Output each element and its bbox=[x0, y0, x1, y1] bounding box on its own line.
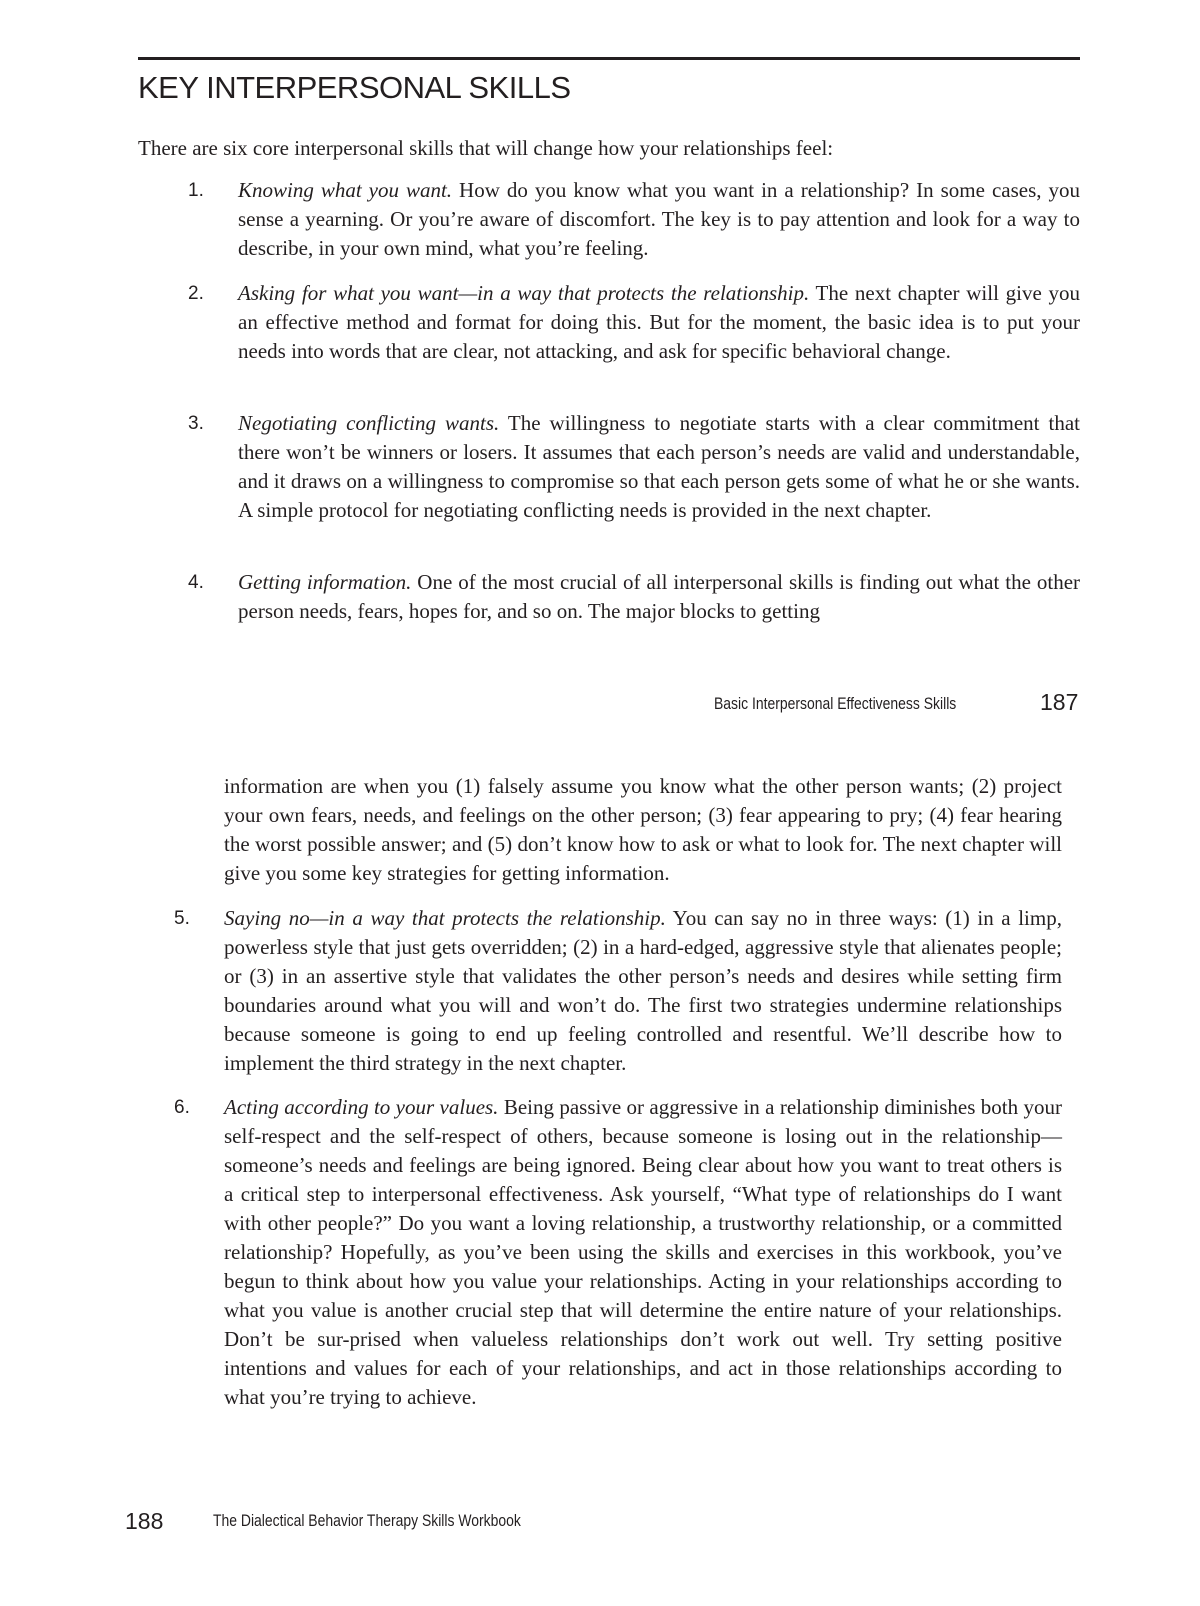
heading-rule bbox=[138, 57, 1080, 60]
item-lead: Negotiating conflicting wants. bbox=[238, 411, 500, 435]
list-item bbox=[224, 904, 1062, 1078]
item-text: The willingness to negotiate starts with a clear commitment that there won’t be winners or losers. It assumes that each person’s needs are valid and understandable, and it draws on a willingness to compromise so that each person gets some of what he or she wants. A simple protocol for negotiating conflicting needs is provided in the next chapter. bbox=[238, 411, 1080, 522]
list-item bbox=[238, 568, 1080, 626]
running-head: Basic Interpersonal Effectiveness Skills bbox=[714, 694, 957, 713]
item-text: The next chapter will give you an effective method and format for doing this. But for the moment, the basic idea is to put your needs into words that are clear, not attacking, and ask for specific behavioral change. bbox=[238, 281, 1080, 363]
item-text: You can say no in three ways: (1) in a limp, powerless style that just gets overridden; (2) in a hard-edged, aggressive style that alienates people; or (3) in an assertive style that validates the other person’s needs and desires while setting firm boundaries around what you will and won’t do. The first two strategies undermine relationships because someone is going to end up feeling controlled and resentful. We’ll describe how to implement the third strategy in the next chapter. bbox=[224, 906, 1062, 1075]
item-text: How do you know what you want in a relationship? In some cases, you sense a yearning. Or you’re aware of discomfort. The key is to pay attention and look for a way to describe, in your own mind, what you’re feeling. bbox=[238, 178, 1080, 260]
list-number: 3. bbox=[188, 413, 204, 434]
item-lead: Knowing what you want. bbox=[238, 178, 453, 202]
intro-paragraph: There are six core interpersonal skills that will change how your relationships feel: bbox=[138, 136, 834, 160]
list-item bbox=[238, 279, 1080, 366]
item-lead: Acting according to your values. bbox=[224, 1095, 499, 1119]
list-number: 5. bbox=[174, 908, 190, 929]
item-text: One of the most crucial of all interpersonal skills is finding out what the other person needs, fears, hopes for, and so on. The major blocks to getting bbox=[238, 570, 1081, 623]
section-heading: KEY INTERPERSONAL SKILLS bbox=[138, 70, 571, 105]
continuation-paragraph: information are when you (1) falsely assume you know what the other person wants; (2) project your own fears, needs, and feelings on the other person; (3) fear appearing to pry; (4) fear hearing the worst possible answer; and (5) don’t know how to ask or what to look for. The next chapter will give you some key strategies for getting information. bbox=[224, 774, 1062, 885]
page-number: 187 bbox=[1040, 689, 1079, 715]
list-number: 2. bbox=[188, 283, 204, 304]
list-number: 6. bbox=[174, 1097, 190, 1118]
page-number: 188 bbox=[125, 1508, 164, 1534]
list-item bbox=[238, 409, 1080, 525]
list-item bbox=[224, 1093, 1062, 1412]
item-lead: Saying no—in a way that protects the relationship. bbox=[224, 906, 666, 930]
item-text: Being passive or aggressive in a relationship diminishes both your self-respect and the self-respect of others, because someone is losing out in the relationship—someone’s needs and feelings are being ignored. Being clear about how you want to treat others is a critical step to interpersonal effectiveness. Ask yourself, “What type of relationships do I want with other people?” Do you want a loving relationship, a trustworthy relationship, or a committed relationship? Hopefully, as you’ve been using the skills and exercises in this workbook, you’ve begun to think about how you value your relationships. Acting in your relationships according to what you value is another crucial step that will determine the entire nature of your relationships. Don’t be sur-prised when valueless relationships don’t work out well. Try setting positive intentions and values for each of your relationships, and act in those relationships according to what you’re trying to achieve. bbox=[224, 1095, 1062, 1409]
running-head: The Dialectical Behavior Therapy Skills Workbook bbox=[213, 1511, 521, 1530]
list-number: 4. bbox=[188, 572, 204, 593]
item-lead: Getting information. bbox=[238, 570, 412, 594]
item-lead: Asking for what you want—in a way that protects the relationship. bbox=[238, 281, 810, 305]
list-number: 1. bbox=[188, 180, 204, 201]
list-item bbox=[238, 176, 1080, 263]
